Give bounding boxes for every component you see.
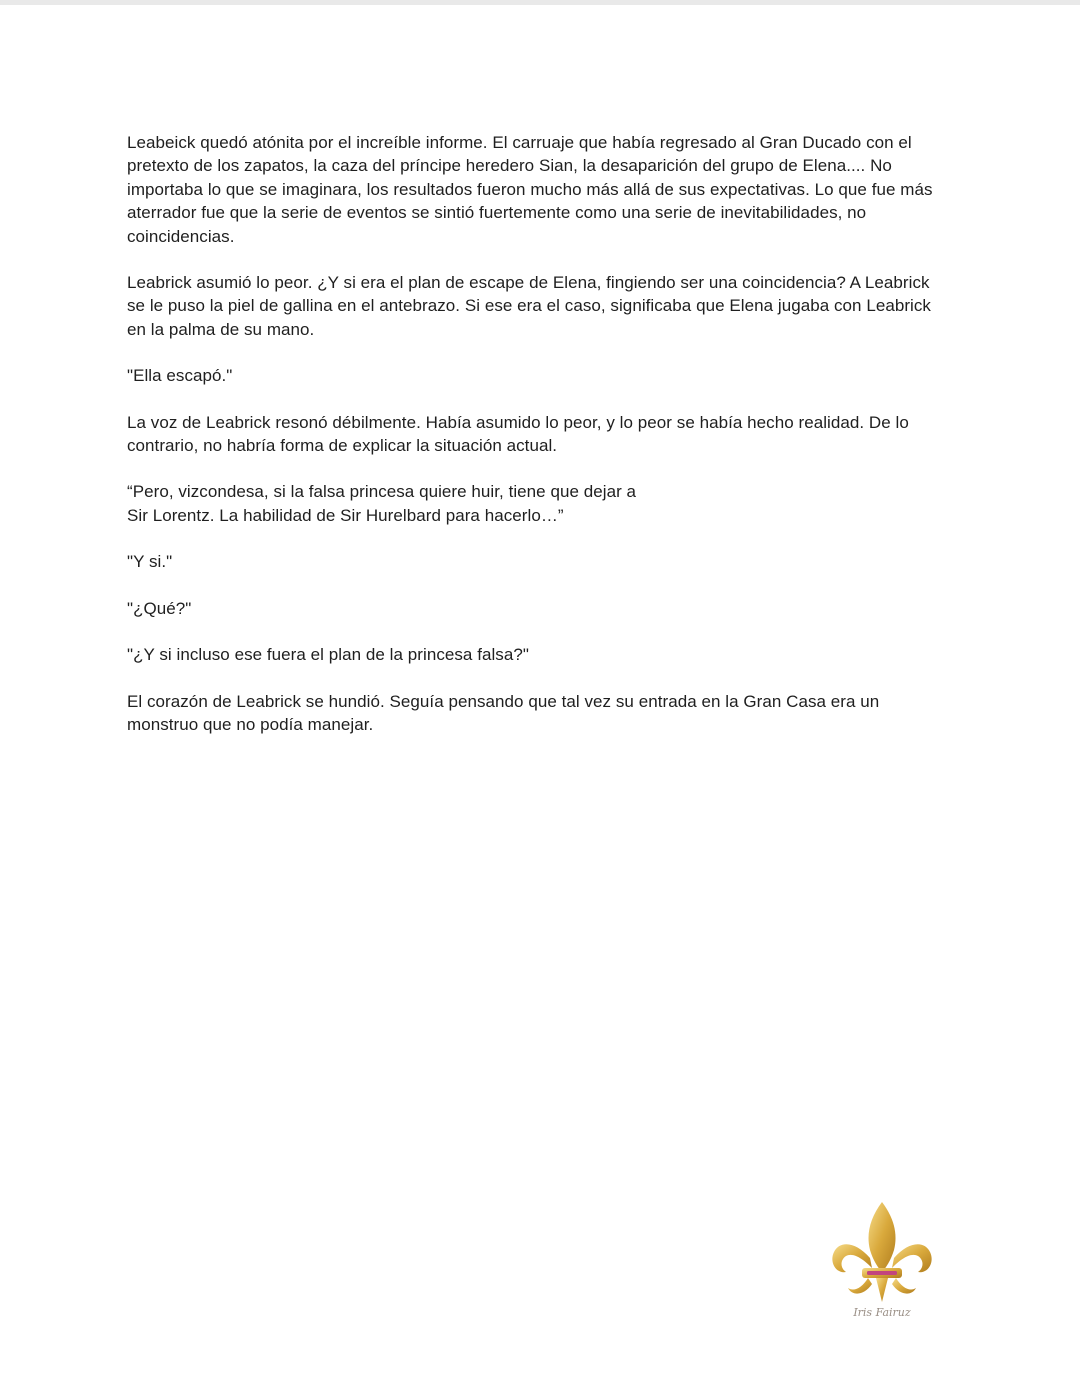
- top-edge-bar: [0, 0, 1080, 5]
- paragraph: El corazón de Leabrick se hundió. Seguía pensando que tal vez su entrada en la Gran Casa era un monstruo que no podía manejar.: [127, 691, 880, 734]
- logo-signature: Iris Fairuz: [853, 1306, 911, 1319]
- paragraph: "Ella escapó.": [127, 366, 233, 386]
- document-body: [127, 131, 947, 759]
- paragraph: Leabeick quedó atónita por el increíble informe. El carruaje que había regresado al Gran Ducado con el pretexto de los zapatos, la caza del príncipe heredero Sian, la desaparición del grupo de Elena.... No importaba lo que se imaginara, los resultados fueron mucho más allá de sus expectativas. Lo que fue más aterrador fue que la serie de eventos se sintió fuertemente como una serie de inevitabilidades, no coincidencias.: [127, 133, 933, 246]
- paragraph: Leabrick asumió lo peor. ¿Y si era el plan de escape de Elena, fingiendo ser una coincidencia? A Leabrick se le puso la piel de gallina en el antebrazo. Si ese era el caso, significaba que Elena jugaba con Leabrick en la palma de su mano.: [127, 273, 931, 339]
- paragraph: La voz de Leabrick resonó débilmente. Había asumido lo peor, y lo peor se había hecho realidad. De lo contrario, no habría forma de explicar la situación actual.: [127, 412, 909, 456]
- paragraph: “Pero, vizcondesa, si la falsa princesa quiere huir, tiene que dejar a Sir Lorentz. La habilidad de Sir Hurelbard para hacerlo…”: [127, 482, 637, 525]
- paragraph: "¿Qué?": [127, 598, 192, 618]
- paragraph: "¿Y si incluso ese fuera el plan de la princesa falsa?": [127, 645, 529, 665]
- paragraph: "Y si.": [127, 552, 173, 572]
